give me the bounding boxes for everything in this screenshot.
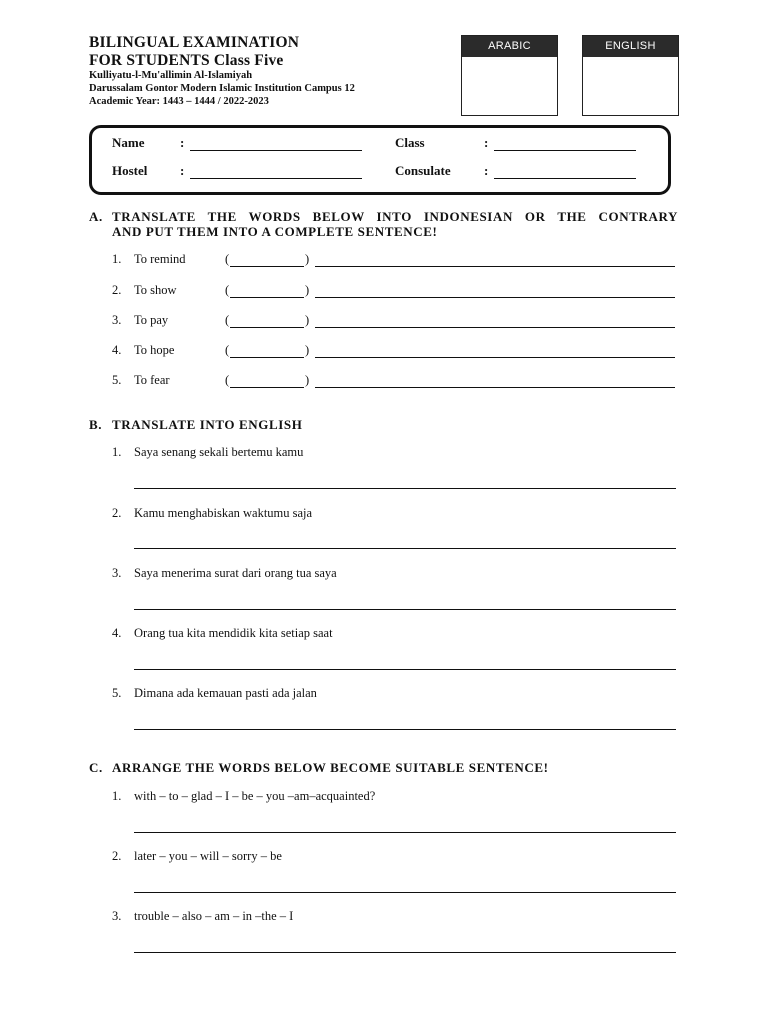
- section-b-title: TRANSLATE INTO ENGLISH: [112, 417, 303, 432]
- sentence-blank[interactable]: [315, 357, 675, 358]
- item-word: To hope: [134, 343, 175, 357]
- consulate-colon: :: [484, 163, 489, 178]
- item-sentence: Kamu menghabiskan waktumu saja: [134, 506, 313, 520]
- section-a-title-line2: AND PUT THEM INTO A COMPLETE SENTENCE!: [112, 224, 438, 239]
- section-b-letter: B.: [89, 417, 103, 432]
- item-number: 3.: [112, 566, 122, 580]
- item-sentence: Orang tua kita mendidik kita setiap saat: [134, 626, 333, 640]
- sentence-blank[interactable]: [315, 266, 675, 267]
- name-label: Name: [112, 135, 145, 150]
- answer-line[interactable]: [134, 892, 676, 893]
- item-number: 3.: [112, 313, 122, 327]
- section-a-title-line1: TRANSLATE THE WORDS BELOW INTO INDONESIAN OR THE CONTRARY: [112, 209, 678, 224]
- exam-subtitle: FOR STUDENTS Class Five: [89, 52, 284, 69]
- item-number: 1.: [112, 789, 122, 803]
- sentence-blank[interactable]: [315, 387, 675, 388]
- paren-close: ): [305, 343, 310, 357]
- item-word: To pay: [134, 313, 169, 327]
- hostel-colon: :: [180, 163, 185, 178]
- paren-open: (: [225, 252, 230, 266]
- academic-year: Academic Year: 1443 – 1444 / 2022-2023: [89, 96, 269, 107]
- english-score-box: [582, 35, 679, 116]
- paren-open: (: [225, 373, 230, 387]
- consulate-field[interactable]: [494, 178, 636, 179]
- class-colon: :: [484, 135, 489, 150]
- answer-line[interactable]: [134, 952, 676, 953]
- hostel-label: Hostel: [112, 163, 148, 178]
- translation-blank[interactable]: [230, 387, 304, 388]
- student-identity-box: [89, 125, 671, 195]
- paren-close: ): [305, 283, 310, 297]
- translation-blank[interactable]: [230, 297, 304, 298]
- paren-close: ): [305, 313, 310, 327]
- item-number: 2.: [112, 283, 122, 297]
- item-number: 3.: [112, 909, 122, 923]
- item-sentence: Dimana ada kemauan pasti ada jalan: [134, 686, 317, 700]
- arabic-score-label: ARABIC: [462, 36, 557, 57]
- answer-line[interactable]: [134, 729, 676, 730]
- consulate-label: Consulate: [395, 163, 451, 178]
- item-word: To remind: [134, 252, 186, 266]
- item-sentence: Saya senang sekali bertemu kamu: [134, 445, 304, 459]
- item-word: To show: [134, 283, 177, 297]
- item-words: later – you – will – sorry – be: [134, 849, 282, 863]
- english-score-label: ENGLISH: [583, 36, 678, 57]
- exam-title: BILINGUAL EXAMINATION: [89, 34, 300, 51]
- item-sentence: Saya menerima surat dari orang tua saya: [134, 566, 337, 580]
- name-colon: :: [180, 135, 185, 150]
- class-field[interactable]: [494, 150, 636, 151]
- paren-close: ): [305, 252, 310, 266]
- item-words: trouble – also – am – in –the – I: [134, 909, 294, 923]
- hostel-field[interactable]: [190, 178, 362, 179]
- paren-open: (: [225, 313, 230, 327]
- answer-line[interactable]: [134, 488, 676, 489]
- paren-open: (: [225, 343, 230, 357]
- institution-line: Kulliyatu-l-Mu'allimin Al-Islamiyah: [89, 70, 253, 81]
- answer-line[interactable]: [134, 548, 676, 549]
- item-number: 2.: [112, 506, 122, 520]
- item-words: with – to – glad – I – be – you –am–acquainted?: [134, 789, 376, 803]
- item-number: 5.: [112, 373, 122, 387]
- item-number: 1.: [112, 252, 122, 266]
- section-c-letter: C.: [89, 760, 103, 775]
- answer-line[interactable]: [134, 669, 676, 670]
- section-a-letter: A.: [89, 209, 103, 224]
- translation-blank[interactable]: [230, 357, 304, 358]
- item-word: To fear: [134, 373, 170, 387]
- sentence-blank[interactable]: [315, 297, 675, 298]
- translation-blank[interactable]: [230, 266, 304, 267]
- item-number: 2.: [112, 849, 122, 863]
- translation-blank[interactable]: [230, 327, 304, 328]
- sentence-blank[interactable]: [315, 327, 675, 328]
- campus-line: Darussalam Gontor Modern Islamic Institution Campus 12: [89, 83, 355, 94]
- arabic-score-box: [461, 35, 558, 116]
- answer-line[interactable]: [134, 832, 676, 833]
- item-number: 5.: [112, 686, 122, 700]
- class-label: Class: [395, 135, 425, 150]
- item-number: 4.: [112, 626, 122, 640]
- section-c-title: ARRANGE THE WORDS BELOW BECOME SUITABLE SENTENCE!: [112, 760, 549, 775]
- item-number: 4.: [112, 343, 122, 357]
- answer-line[interactable]: [134, 609, 676, 610]
- item-number: 1.: [112, 445, 122, 459]
- paren-open: (: [225, 283, 230, 297]
- name-field[interactable]: [190, 150, 362, 151]
- paren-close: ): [305, 373, 310, 387]
